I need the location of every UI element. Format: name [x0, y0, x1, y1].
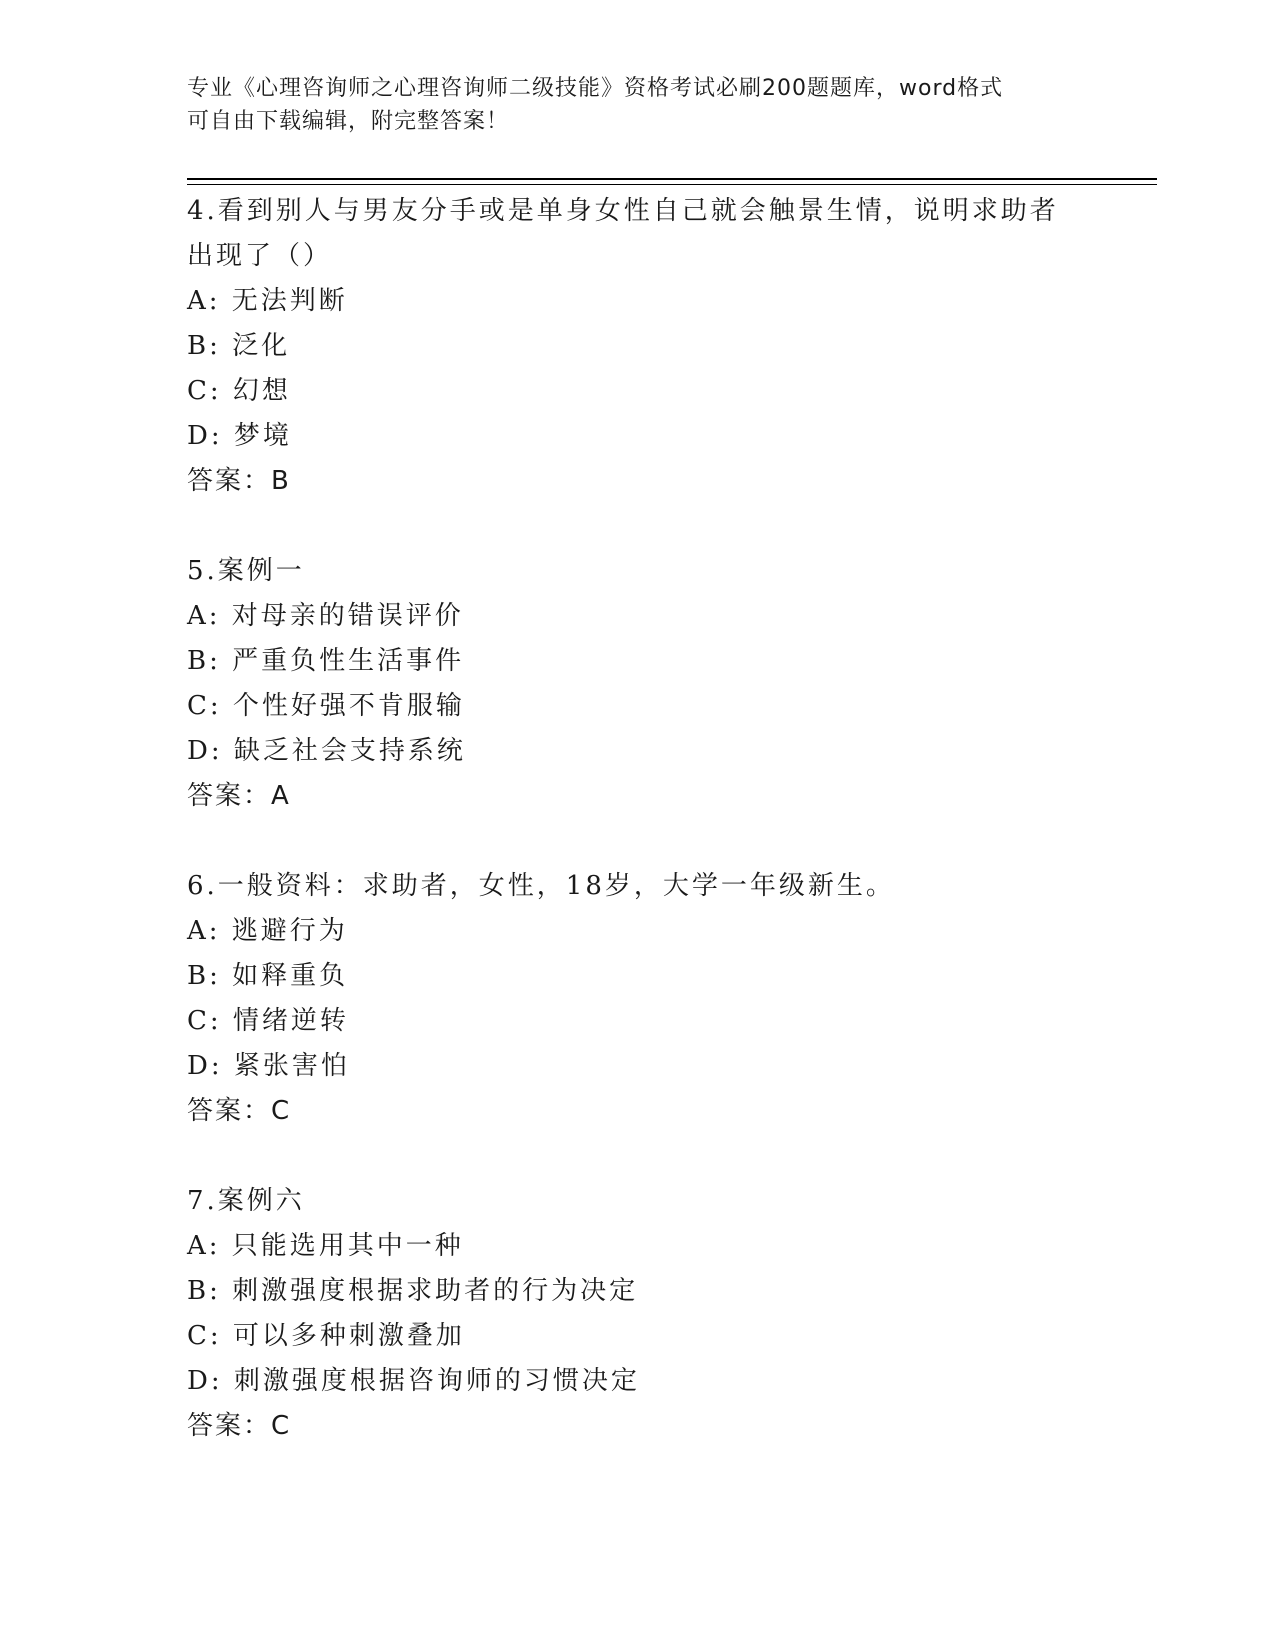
- option-a: A: 对母亲的错误评价: [187, 601, 464, 631]
- option-b: B: 刺激强度根据求助者的行为决定: [187, 1276, 639, 1306]
- header-divider-thin: [187, 184, 1157, 185]
- option-c: C: 个性好强不肯服输: [187, 691, 465, 721]
- option-c: C: 幻想: [187, 376, 291, 406]
- header-line-1: 专业《心理咨询师之心理咨询师二级技能》资格考试必刷200题题库，word格式: [187, 76, 1004, 101]
- question-stem-line-1: 4.看到别人与男友分手或是单身女性自己就会触景生情，说明求助者: [187, 196, 1059, 226]
- question-stem-line-2: 出现了（）: [187, 241, 333, 271]
- option-a: A: 只能选用其中一种: [187, 1231, 464, 1261]
- option-b: B: 如释重负: [187, 961, 349, 991]
- option-a: A: 逃避行为: [187, 916, 348, 946]
- option-a: A: 无法判断: [187, 286, 348, 316]
- answer-line: 答案：A: [187, 781, 291, 811]
- option-d: D: 刺激强度根据咨询师的习惯决定: [187, 1366, 640, 1396]
- option-c: C: 可以多种刺激叠加: [187, 1321, 465, 1351]
- option-d: D: 梦境: [187, 421, 292, 451]
- header-line-2: 可自由下载编辑，附完整答案！: [187, 109, 510, 134]
- question-stem-line-1: 7.案例六: [187, 1186, 305, 1216]
- answer-line: 答案：B: [187, 466, 291, 496]
- question-4: [187, 189, 1087, 504]
- document-header: [187, 72, 1087, 138]
- option-d: D: 紧张害怕: [187, 1051, 350, 1081]
- question-stem-line-1: 5.案例一: [187, 556, 305, 586]
- question-5: [187, 549, 1087, 819]
- question-7: [187, 1179, 1087, 1449]
- option-b: B: 泛化: [187, 331, 291, 361]
- option-c: C: 情绪逆转: [187, 1006, 349, 1036]
- question-6: [187, 864, 1087, 1134]
- option-b: B: 严重负性生活事件: [187, 646, 465, 676]
- answer-line: 答案：C: [187, 1096, 292, 1126]
- question-list: [187, 189, 1087, 1494]
- question-stem-line-1: 6.一般资料：求助者，女性，18岁，大学一年级新生。: [187, 871, 895, 901]
- option-d: D: 缺乏社会支持系统: [187, 736, 466, 766]
- answer-line: 答案：C: [187, 1411, 292, 1441]
- header-divider-thick: [187, 178, 1157, 180]
